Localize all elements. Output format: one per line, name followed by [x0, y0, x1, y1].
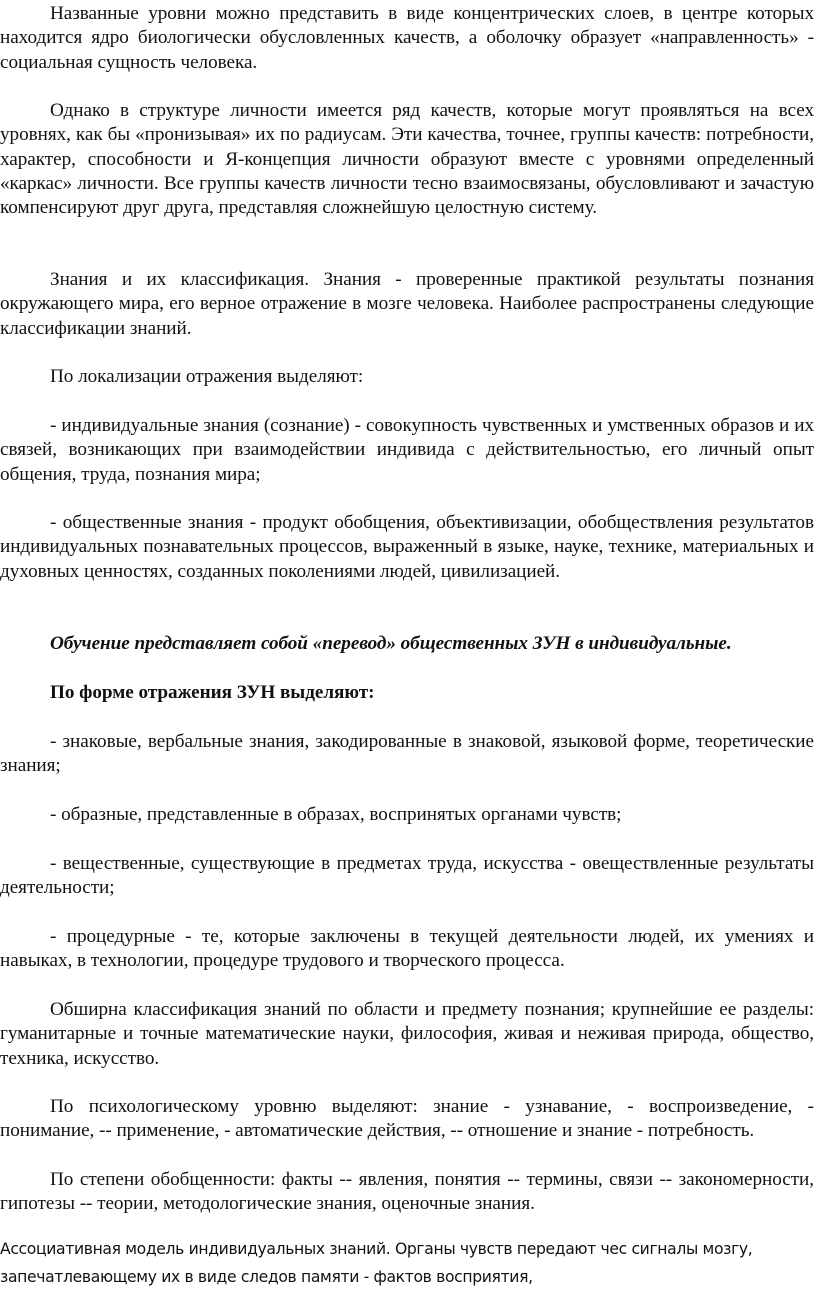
paragraph-sign-knowledge: - знаковые, вербальные знания, закодированные в знаковой, языковой форме, теоретические знания;	[0, 731, 814, 777]
paragraph-concentric-layers: Названные уровни можно представить в виде концентрических слоев, в центре которых находится ядро биологически обусловленных качеств, а оболочку образует «направленность» - социальная сущность человека.	[0, 3, 814, 73]
paragraph-procedural-knowledge: - процедурные - те, которые заключены в текущей деятельности людей, их умениях и навыках, в технологии, процедуре трудового и творческого процесса.	[0, 926, 814, 972]
paragraph-social-knowledge: - общественные знания - продукт обобщения, объективизации, обобществления результатов индивидуальных познавательных процессов, выраженный в языке, науке, технике, материальных и духовных ценностях, созданных поколениями людей, цивилизацией.	[0, 512, 814, 582]
paragraph-learning-definition: Обучение представляет собой «перевод» общественных ЗУН в индивидуальные.	[50, 633, 732, 654]
footer-line-associative-model: Ассоциативная модель индивидуальных знаний. Органы чувств передают чес сигналы мозгу,	[0, 1240, 753, 1258]
paragraph-personality-structure: Однако в структуре личности имеется ряд качеств, которые могут проявляться на всех уровнях, как бы «пронизывая» их по радиусам. Эти качества, точнее, группы качеств: потребности, характер, способности и Я-концепция личности образуют вместе с уровнями определенный «каркас» личности. Все группы качеств личности тесно взаимосвязаны, обусловливают и зачастую компенсируют друг друга, представляя сложнейшую целостную систему.	[0, 100, 814, 219]
paragraph-subject-classification: Обширна классификация знаний по области и предмету познания; крупнейшие ее разделы: гуманитарные и точные математические науки, философия, живая и неживая природа, общество, техника, искусство.	[0, 999, 814, 1069]
paragraph-by-form-heading: По форме отражения ЗУН выделяют:	[50, 682, 375, 703]
paragraph-psychological-level: По психологическому уровню выделяют: знание - узнавание, - воспроизведение, - понимание, -- применение, - автоматические действия, -- отношение и знание - потребность.	[0, 1096, 814, 1142]
paragraph-knowledge-classification: Знания и их классификация. Знания - проверенные практикой результаты познания окружающего мира, его верное отражение в мозге человека. Наиболее распространены следующие классификации знаний.	[0, 269, 814, 339]
paragraph-by-localization: По локализации отражения выделяют:	[50, 366, 364, 387]
paragraph-figurative-knowledge: - образные, представленные в образах, воспринятых органами чувств;	[50, 804, 622, 825]
paragraph-material-knowledge: - вещественные, существующие в предметах труда, искусства - овеществленные результаты деятельности;	[0, 853, 814, 899]
footer-line-memory-traces: запечатлевающему их в виде следов памяти - фактов восприятия,	[0, 1268, 533, 1286]
paragraph-generality-degree: По степени обобщенности: факты -- явления, понятия -- термины, связи -- закономерности, гипотезы -- теории, методологические знания, оценочные знания.	[0, 1169, 814, 1215]
paragraph-individual-knowledge: - индивидуальные знания (сознание) - совокупность чувственных и умственных образов и их связей, возникающих при взаимодействии индивида с действительностью, его личный опыт общения, труда, познания мира;	[0, 415, 814, 485]
